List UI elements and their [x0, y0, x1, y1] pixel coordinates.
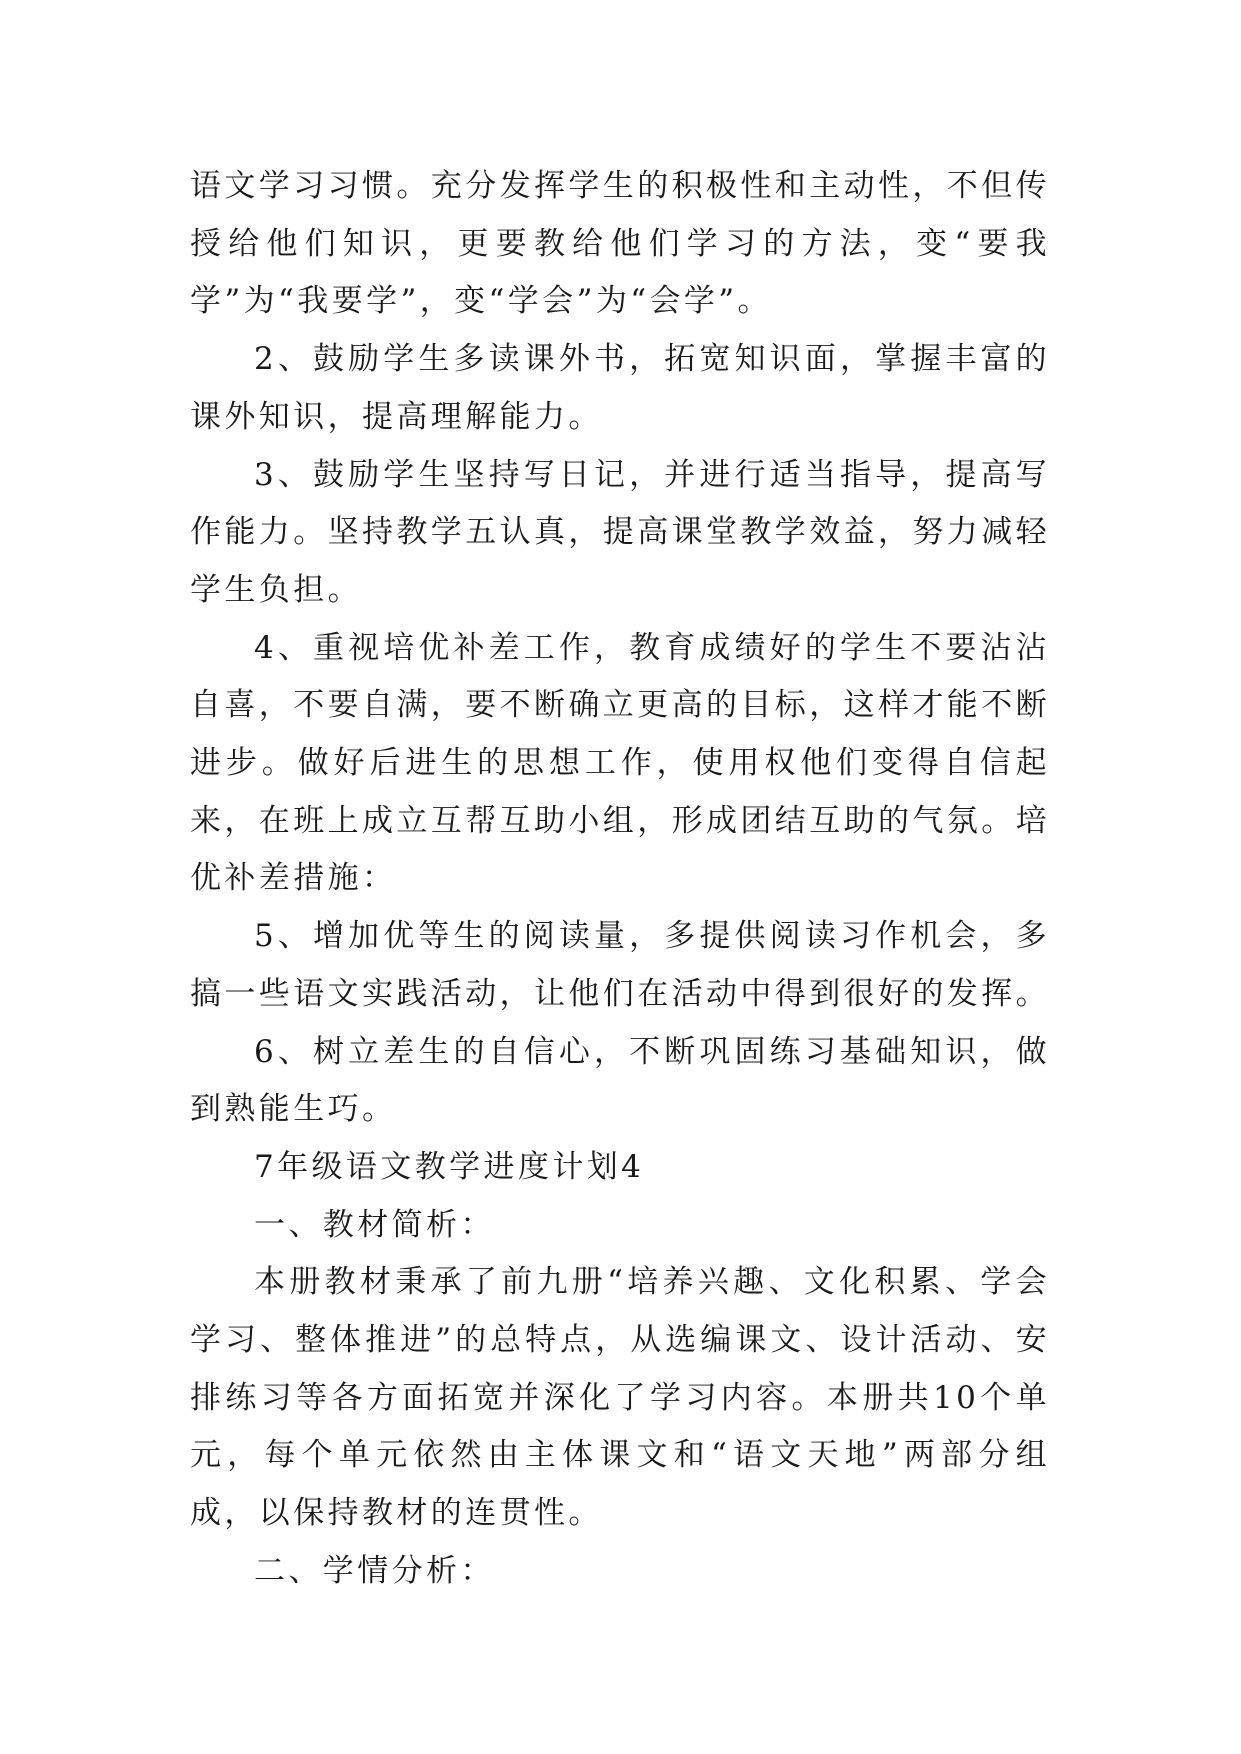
paragraph-item-5: 5、增加优等生的阅读量，多提供阅读习作机会，多搞一些语文实践活动，让他们在活动中得到很好的发挥。 [190, 918, 1050, 1012]
paragraph-item-4: 4、重视培优补差工作，教育成绩好的学生不要沾沾自喜，不要自满，要不断确立更高的目标，这样才能不断进步。做好后进生的思想工作，使用权他们变得自信起来，在班上成立互帮互助小组，形成团结互助的气氛。培优补差措施： [190, 629, 1050, 897]
section-title: 7年级语文教学进度计划4 [254, 1148, 645, 1185]
paragraph-item-3: 3、鼓励学生坚持写日记，并进行适当指导，提高写作能力。坚持教学五认真，提高课堂教学效益，努力减轻学生负担。 [190, 456, 1050, 608]
paragraph-textbook-analysis: 本册教材秉承了前九册“培养兴趣、文化积累、学会学习、整体推进”的总特点，从选编课文、设计活动、安排练习等各方面拓宽并深化了学习内容。本册共10个单元，每个单元依然由主体课文和“语文天地”两部分组成，以保持教材的连贯性。 [190, 1264, 1050, 1532]
paragraph-learning-habits: 语文学习习惯。充分发挥学生的积极性和主动性，不但传授给他们知识，更要教给他们学习的方法，变“要我学”为“我要学”，变“学会”为“会学”。 [190, 168, 1050, 320]
heading-textbook-analysis: 一、教材简析： [254, 1206, 495, 1243]
document-body [190, 158, 1050, 1601]
heading-student-analysis: 二、学情分析： [254, 1552, 495, 1589]
paragraph-item-6: 6、树立差生的自信心，不断巩固练习基础知识，做到熟能生巧。 [190, 1033, 1050, 1128]
paragraph-item-2: 2、鼓励学生多读课外书，拓宽知识面，掌握丰富的课外知识，提高理解能力。 [190, 341, 1050, 435]
